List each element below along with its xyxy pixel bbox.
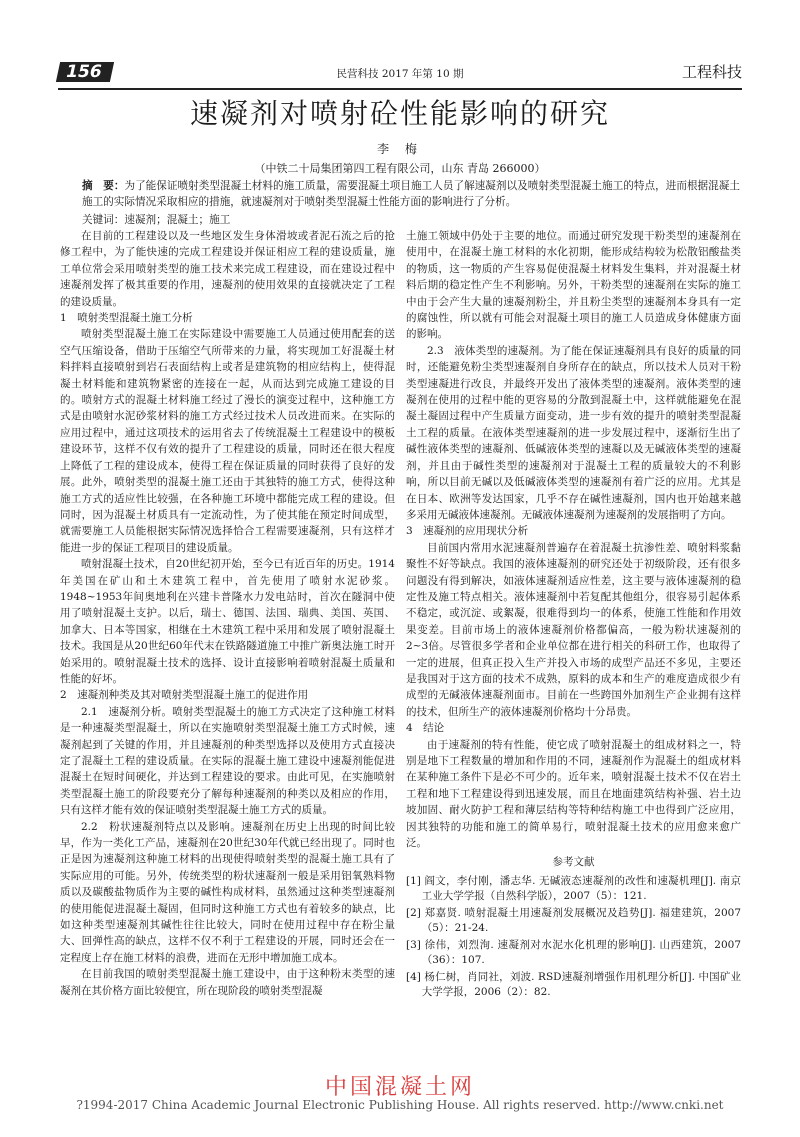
reference-item: [2] 郑嘉贤. 喷射混凝土用速凝剂发展概况及趋势[J]. 福建建筑，2007（5）：21-24.: [406, 906, 741, 934]
reference-item: [3] 徐伟，刘烈洵. 速凝剂对水泥水化机理的影响[J]. 山西建筑，2007（36）：107.: [406, 938, 741, 966]
section-2-3-paragraph: 2.3 液体类型的速凝剂。为了能在保证速凝剂具有良好的质量的同时，还能避免粉尘类型速凝剂自身所存在的缺点，所以技术人员对干粉类型速凝进行改良，并最终开发出了液体类型的速凝剂。液体类型的速凝剂在使用的过程中能的更容易的分散到混凝土中，这样就能避免在混凝土凝固过程中产生质量方面变动，进一步有效的提升的喷射类型混凝土工程的质量。在液体类型速凝剂的进一步发展过程中，逐渐衍生出了碱性液体类型的速凝剂、低碱液体类型的速凝以及无碱液体类型的速凝剂，并且由于碱性类型的速凝剂对于混凝土工程的质量较大的不利影响，所以目前无碱以及低碱液体类型的速凝剂有着广泛的应用。尤其是在日本、欧洲等发达国家，几乎不存在碱性速凝剂，国内也开始越来越多采用无碱液体速凝剂。无碱液体速凝剂为速凝剂的发展指明了方向。: [406, 344, 741, 521]
section-4-heading: 4 结论: [406, 722, 445, 735]
abstract-label: 摘 要：: [82, 180, 125, 192]
section-name: 工程科技: [681, 63, 742, 81]
reference-item: [1] 阎文，李付刚，潘志华. 无碱液态速凝剂的改性和速凝机理[J]. 南京工业大学学报（自然科学版），2007（5）：121.: [406, 874, 741, 902]
right-column: [406, 228, 741, 1002]
reference-item: [4] 杨仁树，肖同社，刘波. RSD速凝剂增强作用机理分析[J]. 中国矿业大学学报，2006（2）：82.: [406, 970, 741, 998]
section-2-1-paragraph: 2.1 速凝剂分析。喷射类型混凝土的施工方式决定了这种施工材料是一种速凝类型混凝土，所以在实施喷射类型混凝土施工方式时候，速凝剂起到了关键的作用，并且速凝剂的种类型选择以及使用方式直接决定了混凝土工程的建设质量。在实际的混凝土施工建设中速凝剂能促进混凝土在短时间硬化，并达到工程建设的要求。由此可见，在实施喷射类型混凝土施工的阶段要充分了解每种速凝剂的种类以及相应的作用，只有这样才能有效的保证喷射类型混凝土施工方式的质量。: [60, 705, 395, 817]
keywords: [82, 212, 230, 227]
section-2-2-continuation: 在目前我国的喷射类型混凝土施工建设中，由于这种粉末类型的速凝剂在其价格方面比较便宜，所在现阶段的喷射类型混凝: [60, 968, 395, 997]
page-header: [58, 58, 742, 88]
author-affiliation: （中铁二十局集团第四工程有限公司，山东 青岛 266000）: [254, 162, 546, 175]
left-column: [60, 228, 395, 999]
page-number: 156: [56, 62, 114, 82]
section-1-paragraph-2: 喷射混凝土技术，自20世纪初开始，至今已有近百年的历史。1914年美国在矿山和土木建筑工程中，首先使用了喷射水泥砂浆。1948~1953年间奥地利在兴建卡普隆水力发电站时，首次在隧洞中使用了喷射混凝土支护。以后，瑞士、德国、法国、瑞典、美国、英国、加拿大、日本等国家，相继在土木建筑工程中采用和发展了喷射混凝土技术。我国是从20世纪60年代末在铁路隧道施工中推广新奥法施工时开始采用的。喷射混凝土技术的选择、设计直接影响着喷射混凝土质量和性能的好坏。: [60, 558, 395, 685]
copyright-footer: ?1994-2017 China Academic Journal Electronic Publishing House. All rights reserved. http://www.cnki.net: [76, 1098, 724, 1112]
section-2-2-paragraph: 2.2 粉状速凝剂特点以及影响。速凝剂在历史上出现的时间比较早，作为一类化工产品，速凝剂在20世纪30年代就已经出现了。同时也正是因为速凝剂这种施工材料的出现使得喷射类型的混凝土施工具有了实际应用的可能。另外，传统类型的粉状速凝剂一般是采用铝氧熟料物质以及碳酸盐物质作为主要的碱性构成材料，虽然通过这种类型速凝剂的使用能促进混凝土凝固，但同时这种施工方式也有着较多的缺点，比如这种类型速凝剂其碱性往往比较大，同时在使用过程中存在粉尘量大、回弹性高的缺点，这样不仅不利于工程建设的开展，同时还会在一定程度上存在施工材料的浪费，进而在无形中增加施工成本。: [60, 820, 395, 964]
abstract-text: 为了能保证喷射类型混凝土材料的施工质量，需要混凝土项目施工人员了解速凝剂以及喷射类型混凝土施工的特点，进而根据混凝土施工的实际情况采取相应的措施，就速凝剂对于喷射类型混凝土性能方面的影响进行了分析。: [82, 180, 740, 208]
section-4-paragraph: 由于速凝剂的特有性能，使它成了喷射混凝土的组成材料之一，特别是地下工程数量的增加和作用的不同，速凝剂作为混凝土的组成材料在某种施工条件下是必不可少的。近年来，喷射混凝土技术不仅在岩土工程和地下工程建设得到迅速发展，而且在地面建筑结构补强、岩土边坡加固、耐火防护工程和薄层结构等特种结构施工中也得到广泛应用，因其独特的功能和施工的简单易行，喷射混凝土技术的应用愈来愈广泛。: [406, 738, 741, 850]
keywords-label: 关键词：: [82, 214, 125, 226]
article-author: 李 梅: [377, 142, 423, 156]
header-rule: [58, 88, 742, 90]
section-3-heading: 3 速凝剂的应用现状分析: [406, 525, 529, 538]
keywords-text: 速凝剂；混凝土；施工: [124, 214, 231, 226]
section-3-paragraph: 目前国内常用水泥速凝剂普遍存在着混凝土抗渗性差、喷射料浆黏聚性不好等缺点。我国的液体速凝剂的研究还处于初级阶段，还有很多问题没有得到解决，如液体速凝剂适应性差，这主要与液体速凝剂的稳定性及施工特点相关。液体速凝剂中若复配其他组分，很容易引起体系不稳定，或沉淀、或絮凝，很难得到均一的体系，使施工性能和作用效果变差。目前市场上的液体速凝剂价格都偏高，一般为粉状速凝剂的2~3倍。尽管很多学者和企业单位都在进行相关的科研工作，也取得了一定的进展，但真正投入生产并投入市场的成型产品还不多见，主要还是我国对于这方面的技术不成熟，原料的成本和生产的难度造成很少有成型的无碱液体速凝剂面市。目前在一些跨国外加剂生产企业拥有这样的技术，但所生产的液体速凝剂价格均十分昂贵。: [406, 541, 741, 718]
article-title: 速凝剂对喷射砼性能影响的研究: [189, 97, 610, 130]
section-1-heading: 1 喷射类型混凝土施工分析: [60, 312, 193, 325]
abstract: [82, 178, 740, 210]
intro-paragraph: 在目前的工程建设以及一些地区发生身体滑坡或者泥石流之后的抢修工程中，为了能快速的完成工程建设并保证相应工程的建设质量，施工单位常会采用喷射类型的施工技术来完成工程建设，而在建设过程中速凝剂发挥了极其重要的作用，速凝剂的使用效果的直接就决定了工程的建设质量。: [60, 230, 395, 308]
references-heading: 参考文献: [552, 856, 595, 869]
site-watermark: 中国混凝土网: [324, 1075, 475, 1100]
section-2-heading: 2 速凝剂种类及其对喷射类型混凝土施工的促进作用: [60, 689, 309, 702]
journal-issue: 民营科技 2017 年第 10 期: [336, 68, 464, 80]
section-1-paragraph-1: 喷射类型混凝土施工在实际建设中需要施工人员通过使用配套的送空气压缩设备，借助于压缩空气所带来的力量，将实现加工好混凝土材料拌料直接喷射到岩石表面结构上或者是建筑物的相应结构上，使得混凝土材料能和建筑物紧密的连接在一起，从而达到完成施工建设的目的。喷射方式的混凝土材料施工经过了漫长的演变过程中，这种施工方式是由喷射水泥砂浆材料的施工方式经过技术人员改进而来。在实际的应用过程中，通过这项技术的运用省去了传统混凝土工程建设中的模板建设环节，这样不仅有效的提升了工程建设的质量，同时还在很大程度上降低了工程的建设成本，使得工程在保证质量的同时获得了良好的发展。此外，喷射类型的混凝土施工还由于其独特的施工方式，使得这种施工方式的适应性比较强，在各种施工环境中都能完成工程的建设。但同时，因为混凝土材质具有一定流动性，为了使其能在预定时间成型，就需要施工人员能根据实际情况选择恰合工程需要速凝剂，只有这样才能进一步的保证工程项目的建设质量。: [60, 328, 395, 554]
continued-paragraph: 土施工领域中仍处于主要的地位。而通过研究发现干粉类型的速凝剂在使用中，在混凝土施工材料的水化初期，能形成结构较为松散铝酸盐类的物质，这一物质的产生容易促使混凝土材料发生集料，并对混凝土材料后期的稳定性产生不利影响。另外，干粉类型的速凝剂在实际的施工中由于会产生大量的速凝剂粉尘，并且粉尘类型的速凝剂本身具有一定的腐蚀性，所以就有可能会对混凝土项目的施工人员造成身体健康方面的影响。: [406, 230, 741, 341]
